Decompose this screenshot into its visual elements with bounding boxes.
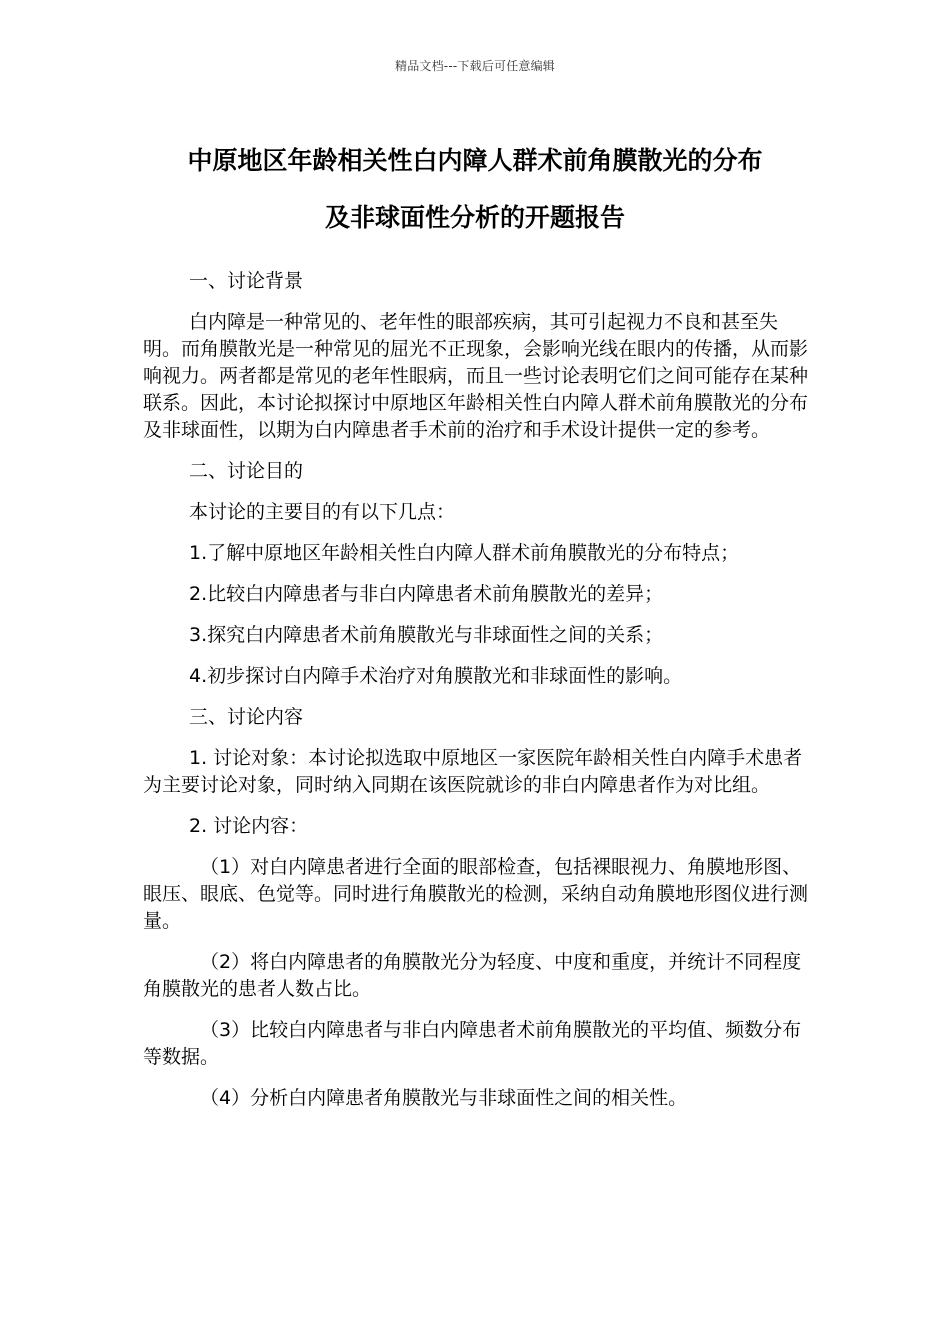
content-item-1: 1. 讨论对象：本讨论拟选取中原地区一家医院年龄相关性白内障手术患者为主要讨论对象，同时纳入同期在该医院就诊的非白内障患者作为对比组。 [143, 747, 803, 796]
content-subitem-2: （2）将白内障患者的角膜散光分为轻度、中度和重度，并统计不同程度角膜散光的患者人数占比。 [143, 951, 802, 1000]
content-subitem-4: （4）分析白内障患者角膜散光与非球面性之间的相关性。 [200, 1087, 688, 1109]
background-paragraph: 白内障是一种常见的、老年性的眼部疾病，其可引起视力不良和甚至失明。而角膜散光是一种常见的屈光不正现象，会影响光线在眼内的传播，从而影响视力。两者都是常见的老年性眼病，而且一些讨论表明它们之间可能存在某种联系。因此，本讨论拟探讨中原地区年龄相关性白内障人群术前角膜散光的分布及非球面性，以期为白内障患者手术前的治疗和手术设计提供一定的参考。 [143, 311, 809, 441]
section-heading-content: 三、讨论内容 [189, 706, 304, 728]
section-heading-background: 一、讨论背景 [189, 270, 304, 292]
header-note: 精品文档---下载后可任意编辑 [395, 59, 555, 73]
document-body [143, 268, 808, 1112]
content-item-2: 2. 讨论内容： [189, 815, 309, 837]
title-line-1: 中原地区年龄相关性白内障人群术前角膜散光的分布 [187, 146, 763, 175]
section-heading-purpose: 二、讨论目的 [189, 460, 304, 482]
purpose-item-3: 3.探究白内障患者术前角膜散光与非球面性之间的关系； [189, 624, 664, 646]
content-subitem-3: （3）比较白内障患者与非白内障患者术前角膜散光的平均值、频数分布等数据。 [143, 1019, 802, 1068]
title-line-2: 及非球面性分析的开题报告 [324, 203, 625, 232]
purpose-item-4: 4.初步探讨白内障手术治疗对角膜散光和非球面性的影响。 [189, 665, 683, 687]
purpose-item-2: 2.比较白内障患者与非白内障患者术前角膜散光的差异； [189, 583, 664, 605]
document-title [120, 132, 830, 246]
purpose-intro: 本讨论的主要目的有以下几点： [189, 501, 456, 523]
content-subitem-1: （1）对白内障患者进行全面的眼部检查，包括裸眼视力、角膜地形图、眼压、眼底、色觉等。同时进行角膜散光的检测，采纳自动角膜地形图仪进行测量。 [143, 856, 809, 932]
purpose-item-1: 1.了解中原地区年龄相关性白内障人群术前角膜散光的分布特点； [189, 542, 740, 564]
